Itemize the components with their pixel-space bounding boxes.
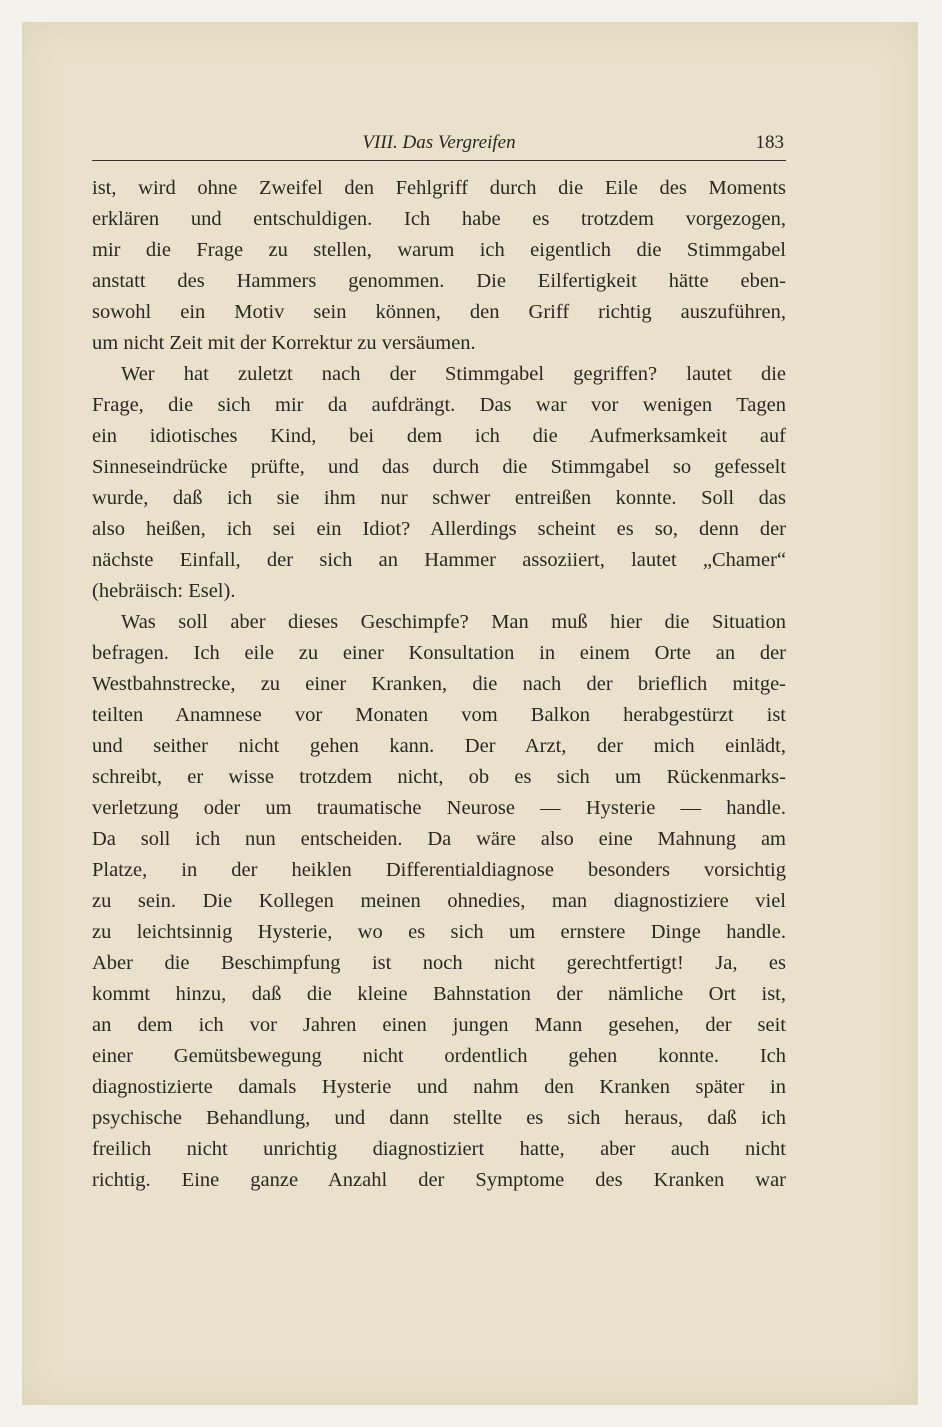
text-line: zu leichtsinnig Hysterie, wo es sich um ernstere Dinge handle. <box>92 921 786 943</box>
text-line: zu sein. Die Kollegen meinen ohnedies, man diagnostiziere viel <box>92 890 786 912</box>
text-line: Frage, die sich mir da aufdrängt. Das war vor wenigen Tagen <box>92 394 786 416</box>
text-line: also heißen, ich sei ein Idiot? Allerdings scheint es so, denn der <box>92 518 786 540</box>
text-line: Wer hat zuletzt nach der Stimmgabel gegriffen? lautet die <box>121 363 786 385</box>
text-line: Da soll ich nun entscheiden. Da wäre also eine Mahnung am <box>92 828 786 850</box>
page-header <box>92 128 786 158</box>
text-line: Was soll aber dieses Geschimpfe? Man muß hier die Situation <box>121 611 786 633</box>
text-line: erklären und entschuldigen. Ich habe es trotzdem vorgezogen, <box>92 208 786 230</box>
text-line: Aber die Beschimpfung ist noch nicht gerechtfertigt! Ja, es <box>92 952 786 974</box>
text-line: (hebräisch: Esel). <box>92 580 236 602</box>
text-line: Platze, in der heiklen Differentialdiagnose besonders vorsichtig <box>92 859 786 881</box>
text-line: befragen. Ich eile zu einer Konsultation in einem Orte an der <box>92 642 786 664</box>
text-line: diagnostizierte damals Hysterie und nahm den Kranken später in <box>92 1076 786 1098</box>
header-rule <box>92 160 786 161</box>
text-line: kommt hinzu, daß die kleine Bahnstation der nämliche Ort ist, <box>92 983 786 1005</box>
text-line: Sinneseindrücke prüfte, und das durch die Stimmgabel so gefesselt <box>92 456 786 478</box>
text-line: ein idiotisches Kind, bei dem ich die Aufmerksamkeit auf <box>92 425 786 447</box>
text-line: teilten Anamnese vor Monaten vom Balkon herabgestürzt ist <box>92 704 786 726</box>
text-line: und seither nicht gehen kann. Der Arzt, der mich einlädt, <box>92 735 786 757</box>
text-line: richtig. Eine ganze Anzahl der Symptome des Kranken war <box>92 1169 786 1191</box>
text-line: sowohl ein Motiv sein können, den Griff richtig auszuführen, <box>92 301 786 323</box>
text-line: wurde, daß ich sie ihm nur schwer entreißen konnte. Soll das <box>92 487 786 509</box>
text-line: nächste Einfall, der sich an Hammer assoziiert, lautet „Chamer“ <box>92 549 786 571</box>
page-number: 183 <box>755 132 784 153</box>
text-line: schreibt, er wisse trotzdem nicht, ob es sich um Rückenmarks- <box>92 766 786 788</box>
body-text <box>92 173 786 1196</box>
text-line: ist, wird ohne Zweifel den Fehlgriff durch die Eile des Moments <box>92 177 786 199</box>
text-line: um nicht Zeit mit der Korrektur zu versäumen. <box>92 332 476 354</box>
text-line: Westbahnstrecke, zu einer Kranken, die nach der brieflich mitge- <box>92 673 786 695</box>
text-line: mir die Frage zu stellen, warum ich eigentlich die Stimmgabel <box>92 239 786 261</box>
running-title: VIII. Das Vergreifen <box>362 132 516 153</box>
text-line: an dem ich vor Jahren einen jungen Mann gesehen, der seit <box>92 1014 786 1036</box>
text-line: verletzung oder um traumatische Neurose — Hysterie — handle. <box>92 797 786 819</box>
text-line: psychische Behandlung, und dann stellte es sich heraus, daß ich <box>92 1107 786 1129</box>
text-line: einer Gemütsbewegung nicht ordentlich gehen konnte. Ich <box>92 1045 786 1067</box>
text-line: freilich nicht unrichtig diagnostiziert hatte, aber auch nicht <box>92 1138 786 1160</box>
text-line: anstatt des Hammers genommen. Die Eilfertigkeit hätte eben- <box>92 270 786 292</box>
